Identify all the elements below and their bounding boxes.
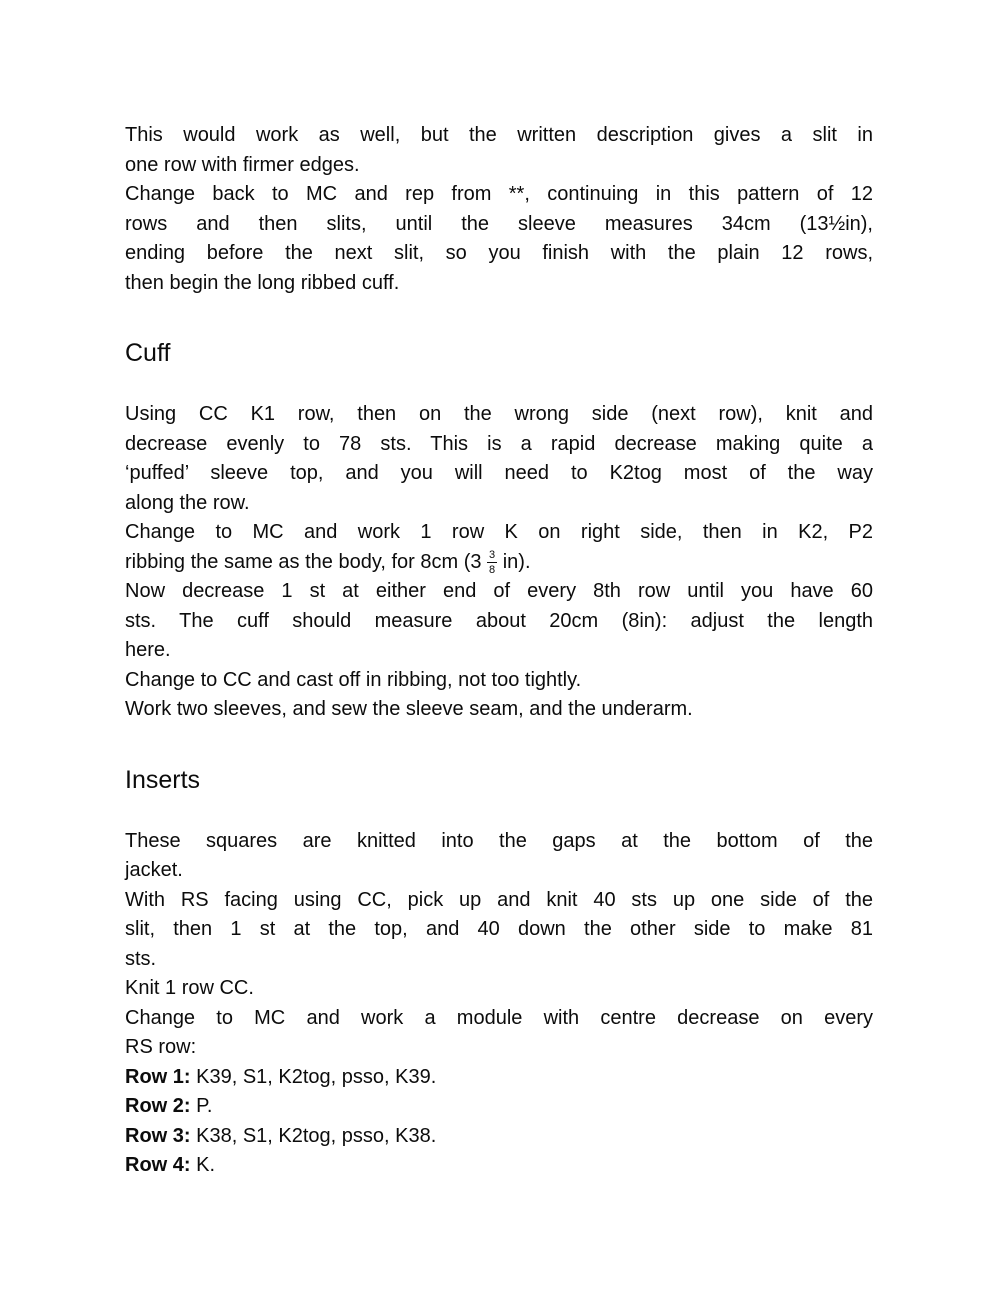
row-text: K39, S1, K2tog, psso, K39. bbox=[190, 1065, 437, 1088]
text-line: then begin the long ribbed cuff. bbox=[125, 271, 400, 294]
row-label: Row 3: bbox=[125, 1124, 191, 1147]
row-text: K. bbox=[190, 1154, 216, 1176]
text-line: one row with firmer edges. bbox=[125, 153, 360, 176]
text-run: in). bbox=[497, 550, 531, 573]
text-line: Change to MC and work a module with centre decrease on every bbox=[125, 1006, 873, 1029]
paragraph-module bbox=[125, 1004, 873, 1063]
text-line: Change back to MC and rep from **, continuing in this pattern of 12 bbox=[125, 183, 873, 205]
text-line: Knit 1 row CC. bbox=[125, 977, 254, 999]
text-line: Work two sleeves, and sew the sleeve seam, and the underarm. bbox=[125, 698, 693, 720]
row-text: P. bbox=[190, 1095, 213, 1117]
text-line: ‘puffed’ sleeve top, and you will need to K2tog most of the way bbox=[125, 462, 873, 484]
text-line-with-fraction bbox=[125, 548, 873, 578]
text-line: decrease evenly to 78 sts. This is a rapid decrease making quite a bbox=[125, 432, 873, 455]
row-text: K38, S1, K2tog, psso, K38. bbox=[190, 1124, 437, 1147]
text-line: rows and then slits, until the sleeve measures 34cm (13½in), bbox=[125, 212, 873, 235]
text-line: sts. bbox=[125, 947, 157, 970]
text-line: sts. The cuff should measure about 20cm (8in): adjust the length bbox=[125, 609, 873, 632]
paragraph-pick-up bbox=[125, 886, 873, 975]
text-line: Change to CC and cast off in ribbing, not too tightly. bbox=[125, 668, 582, 691]
paragraph-using-cc bbox=[125, 400, 873, 518]
row-label: Row 4: bbox=[125, 1154, 191, 1176]
text-line: These squares are knitted into the gaps at the bottom of the bbox=[125, 829, 873, 852]
text-run: ribbing the same as the body, for 8cm (3 bbox=[125, 550, 488, 573]
row-instructions bbox=[125, 1063, 873, 1181]
text-line: ending before the next slit, so you finish with the plain 12 rows, bbox=[125, 242, 873, 264]
row-label: Row 1: bbox=[125, 1065, 191, 1088]
fraction-denominator: 8 bbox=[489, 563, 496, 576]
text-line: Now decrease 1 st at either end of every 8th row until you have 60 bbox=[125, 580, 873, 602]
paragraph-two-sleeves bbox=[125, 695, 873, 725]
text-line: jacket. bbox=[125, 859, 183, 881]
text-line: along the row. bbox=[125, 491, 250, 514]
document-text-column bbox=[125, 121, 873, 1181]
fraction-three-eighths bbox=[487, 549, 497, 575]
paragraph-squares bbox=[125, 827, 873, 886]
text-line: Change to MC and work 1 row K on right side, then in K2, P2 bbox=[125, 521, 873, 543]
text-line: slit, then 1 st at the top, and 40 down the other side to make 81 bbox=[125, 918, 873, 940]
section-heading-cuff: Cuff bbox=[125, 339, 171, 367]
paragraph-change-back-to-mc bbox=[125, 180, 873, 298]
row-instruction-line bbox=[125, 1092, 873, 1122]
text-line: Using CC K1 row, then on the wrong side (next row), knit and bbox=[125, 403, 873, 425]
row-instruction-line bbox=[125, 1151, 873, 1181]
section-heading-inserts: Inserts bbox=[125, 765, 201, 794]
paragraph-decrease bbox=[125, 577, 873, 666]
text-line: here. bbox=[125, 639, 171, 661]
paragraph-cast-off bbox=[125, 666, 873, 696]
text-line: With RS facing using CC, pick up and knit 40 sts up one side of the bbox=[125, 888, 873, 911]
fraction-numerator: 3 bbox=[489, 549, 496, 562]
row-instruction-line bbox=[125, 1063, 873, 1093]
text-line: RS row: bbox=[125, 1036, 197, 1058]
text-line: This would work as well, but the written description gives a slit in bbox=[125, 124, 873, 146]
paragraph-ribbing bbox=[125, 518, 873, 577]
paragraph-slit-description bbox=[125, 121, 873, 180]
row-label: Row 2: bbox=[125, 1095, 191, 1117]
row-instruction-line bbox=[125, 1122, 873, 1152]
paragraph-knit-cc bbox=[125, 974, 873, 1004]
